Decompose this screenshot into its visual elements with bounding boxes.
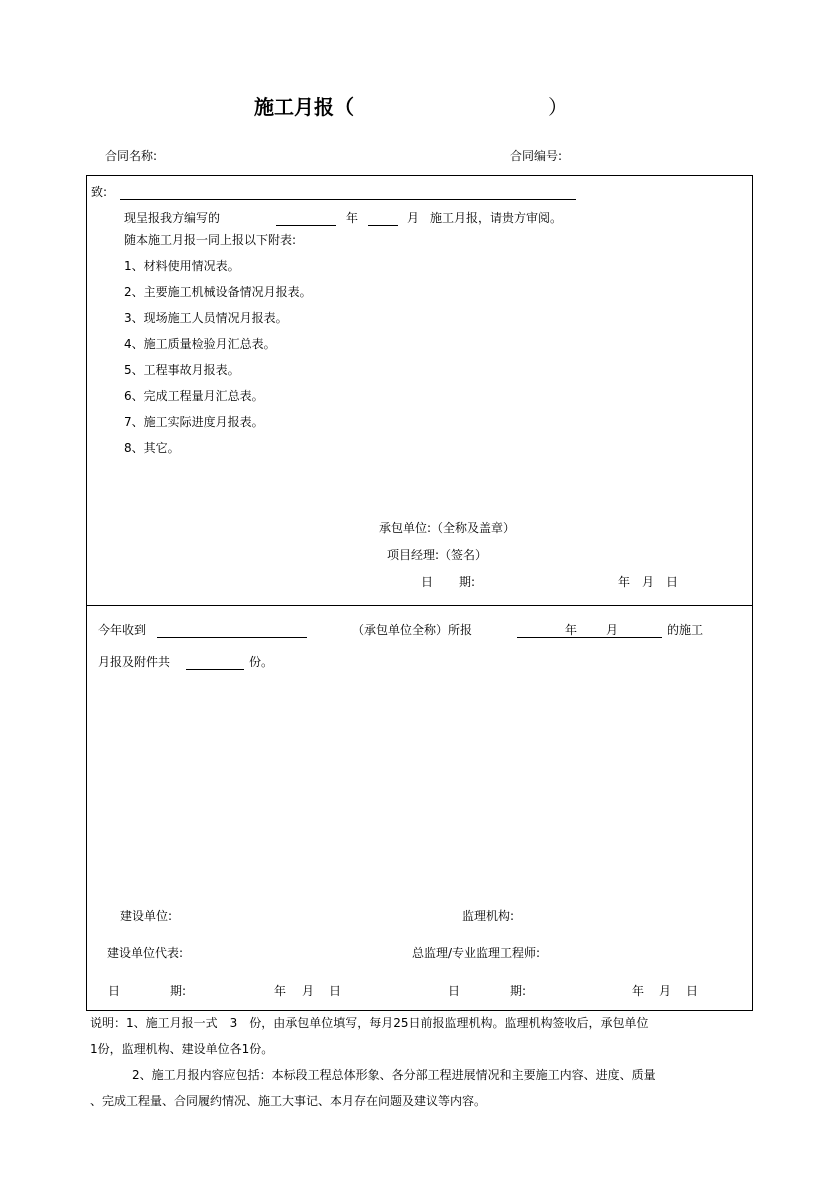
copies-intro: 月报及附件共 bbox=[98, 655, 171, 669]
page-title: 施工月报（ bbox=[254, 95, 354, 119]
contract-no-label: 合同编号: bbox=[510, 149, 563, 163]
owner-date-year: 年 bbox=[274, 984, 287, 998]
supervision-label: 监理机构: bbox=[462, 909, 515, 923]
year-label: 年 bbox=[346, 211, 359, 225]
copies-unit: 份。 bbox=[249, 655, 274, 669]
received-year: 年 bbox=[565, 623, 578, 637]
attachment-item: 8、其它。 bbox=[124, 441, 180, 455]
title-close-paren: ） bbox=[548, 95, 568, 119]
to-label: 致: bbox=[91, 185, 108, 199]
received-unit-field[interactable] bbox=[157, 637, 307, 638]
attachment-item: 1、材料使用情况表。 bbox=[124, 259, 240, 273]
note-line-3: 2、施工月报内容应包括：本标段工程总体形象、各分部工程进展情况和主要施工内容、进度、质量 bbox=[132, 1068, 656, 1082]
date-label-day: 日 bbox=[421, 575, 434, 589]
supervisor-date-dayword: 日 bbox=[686, 984, 699, 998]
report-line-review: 施工月报，请贵方审阅。 bbox=[430, 211, 563, 225]
owner-rep-label: 建设单位代表: bbox=[107, 946, 184, 960]
attachment-item: 7、施工实际进度月报表。 bbox=[124, 415, 264, 429]
supervisor-date-period: 期: bbox=[510, 984, 527, 998]
date-label-period: 期: bbox=[459, 575, 476, 589]
supervisor-date-month: 月 bbox=[659, 984, 672, 998]
received-month: 月 bbox=[606, 623, 619, 637]
date-ymd: 年 月 日 bbox=[618, 575, 679, 589]
attachment-item: 2、主要施工机械设备情况月报表。 bbox=[124, 285, 312, 299]
report-line-intro: 现呈报我方编写的 bbox=[124, 211, 221, 225]
note-line-2: 1份，监理机构、建设单位各1份。 bbox=[90, 1042, 274, 1056]
report-year-field[interactable] bbox=[276, 225, 336, 226]
attachment-item: 3、现场施工人员情况月报表。 bbox=[124, 311, 288, 325]
attachments-intro: 随本施工月报一同上报以下附表: bbox=[124, 233, 297, 247]
supervisor-date-day: 日 bbox=[448, 984, 461, 998]
owner-unit-label: 建设单位: bbox=[120, 909, 173, 923]
note-line-4: 、完成工程量、合同履约情况、施工大事记、本月存在问题及建议等内容。 bbox=[90, 1094, 487, 1108]
received-unit-hint: （承包单位全称）所报 bbox=[352, 623, 473, 637]
attachment-item: 6、完成工程量月汇总表。 bbox=[124, 389, 264, 403]
contractor-unit-label: 承包单位:（全称及盖章） bbox=[379, 521, 516, 535]
note-line-1: 说明：1、施工月报一式 3 份，由承包单位填写，每月25日前报监理机构。监理机构签收后，承包单位 bbox=[90, 1016, 649, 1030]
to-field[interactable] bbox=[120, 199, 576, 200]
supervisor-date-year: 年 bbox=[632, 984, 645, 998]
owner-date-dayword: 日 bbox=[329, 984, 342, 998]
owner-date-day: 日 bbox=[108, 984, 121, 998]
form-box bbox=[86, 175, 753, 1011]
report-month-field[interactable] bbox=[368, 225, 398, 226]
project-manager-label: 项目经理:（签名） bbox=[387, 548, 488, 562]
received-tail: 的施工 bbox=[667, 623, 704, 637]
attachment-item: 4、施工质量检验月汇总表。 bbox=[124, 337, 276, 351]
copies-field[interactable] bbox=[186, 669, 244, 670]
attachment-item: 5、工程事故月报表。 bbox=[124, 363, 240, 377]
contract-name-label: 合同名称: bbox=[105, 149, 158, 163]
owner-date-period: 期: bbox=[170, 984, 187, 998]
received-intro: 今年收到 bbox=[98, 623, 147, 637]
received-date-field[interactable] bbox=[517, 637, 662, 638]
month-label: 月 bbox=[407, 211, 420, 225]
owner-date-month: 月 bbox=[302, 984, 315, 998]
section-divider bbox=[86, 605, 753, 606]
chief-supervisor-label: 总监理/专业监理工程师: bbox=[412, 946, 541, 960]
